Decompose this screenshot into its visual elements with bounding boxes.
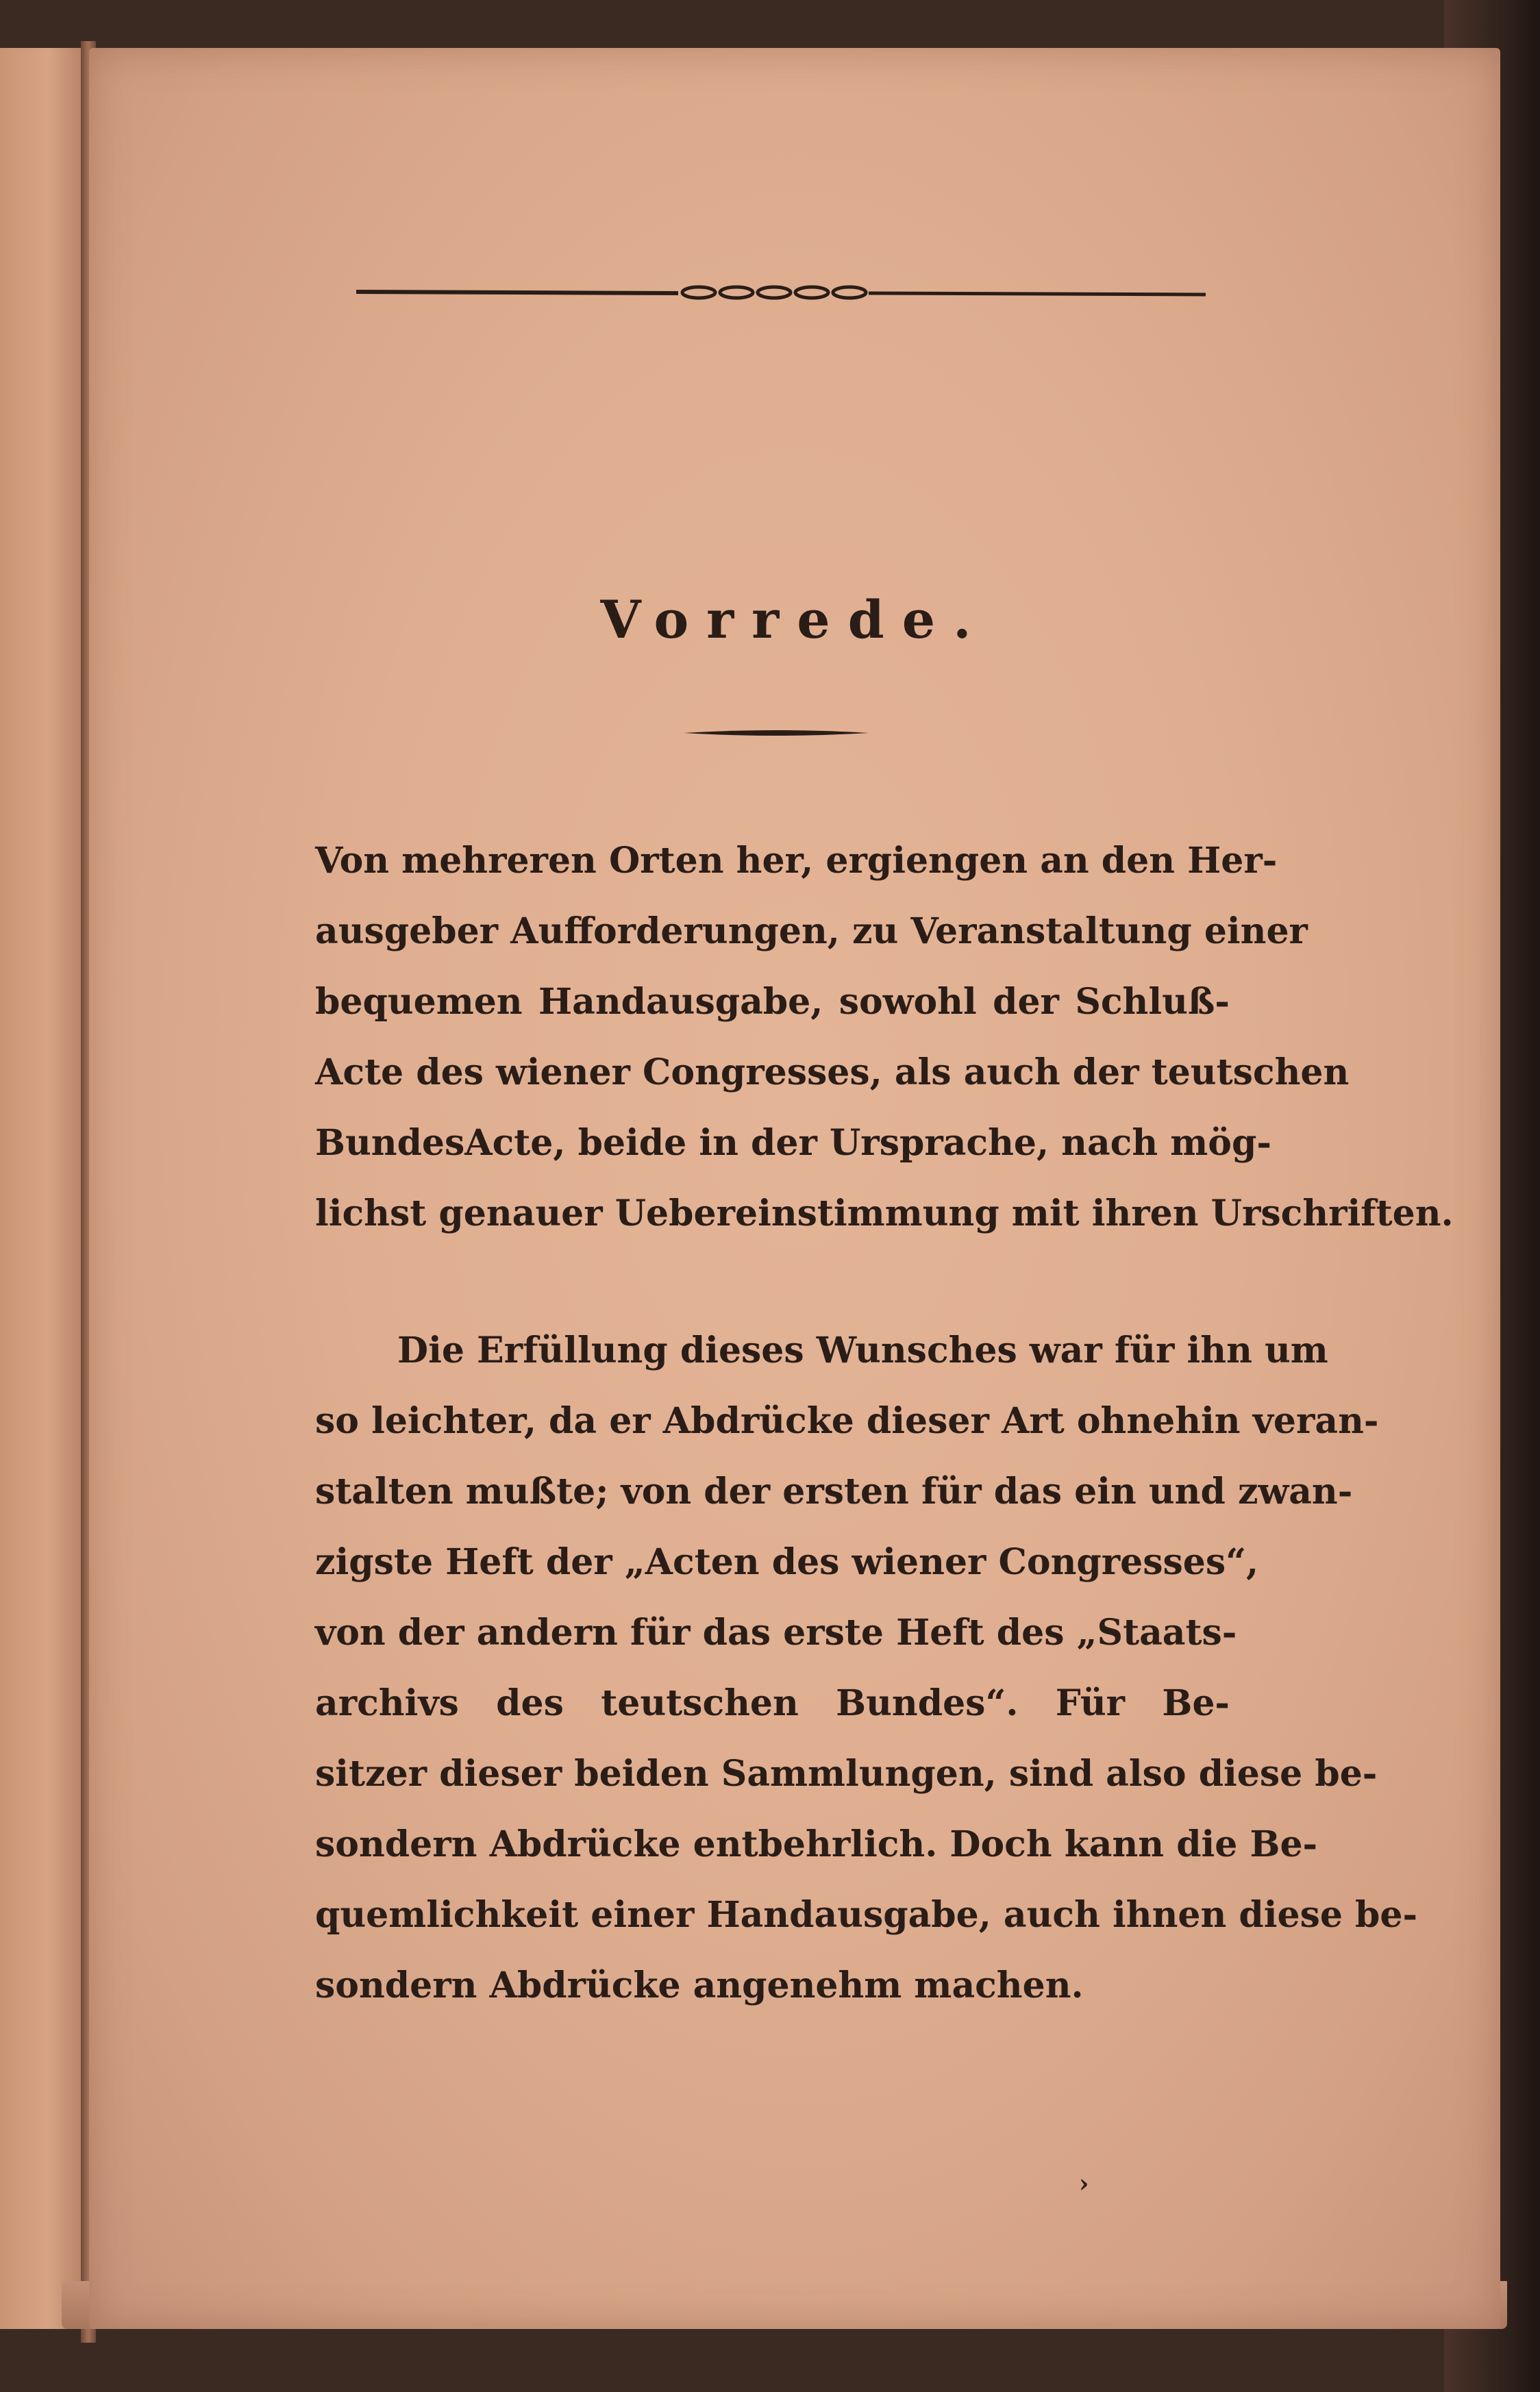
text-line: von der andern für das erste Heft des „Staats-	[315, 1612, 1237, 1654]
left-facing-page	[0, 48, 83, 2329]
text-line: Die Erfüllung dieses Wunsches war für ihn um	[397, 1330, 1328, 1371]
text-line: lichst genauer Uebereinstimmung mit ihren Urschriften.	[315, 1193, 1454, 1234]
paragraph-2	[315, 1315, 1418, 2021]
text-line: stalten mußte; von der ersten für das ein und zwan-	[315, 1471, 1353, 1512]
text-line: sondern Abdrücke entbehrlich. Doch kann die Be-	[315, 1823, 1318, 1865]
text-line: so leichter, da er Abdrücke dieser Art ohnehin veran-	[315, 1400, 1379, 1442]
heading-rule	[684, 727, 869, 738]
text-line: BundesActe, beide in der Ursprache, nach mög-	[315, 1122, 1271, 1164]
text-line: quemlichkeit einer Handausgabe, auch ihnen diese be-	[315, 1894, 1418, 1936]
book-page	[89, 48, 1500, 2329]
paragraph-1	[315, 825, 1454, 1249]
text-line: ausgeber Aufforderungen, zu Veranstaltung einer	[315, 910, 1308, 952]
page-heading: Vorrede.	[600, 589, 989, 650]
text-line: sondern Abdrücke angenehm machen.	[315, 1965, 1084, 2006]
text-line: zigste Heft der „Acten des wiener Congresses“,	[315, 1541, 1259, 1583]
signature-mark: ›	[1079, 2169, 1089, 2198]
text-line: archivs des teutschen Bundes“. Für Be-	[315, 1682, 1230, 1724]
text-line: bequemen Handausgabe, sowohl der Schluß-	[315, 981, 1230, 1023]
text-line: sitzer dieser beiden Sammlungen, sind also diese be-	[315, 1753, 1378, 1795]
text-line: Von mehreren Orten her, ergiengen an den Her-	[315, 840, 1278, 882]
text-line: Acte des wiener Congresses, als auch der teutschen	[315, 1051, 1350, 1093]
ornament-rule	[356, 282, 1206, 303]
